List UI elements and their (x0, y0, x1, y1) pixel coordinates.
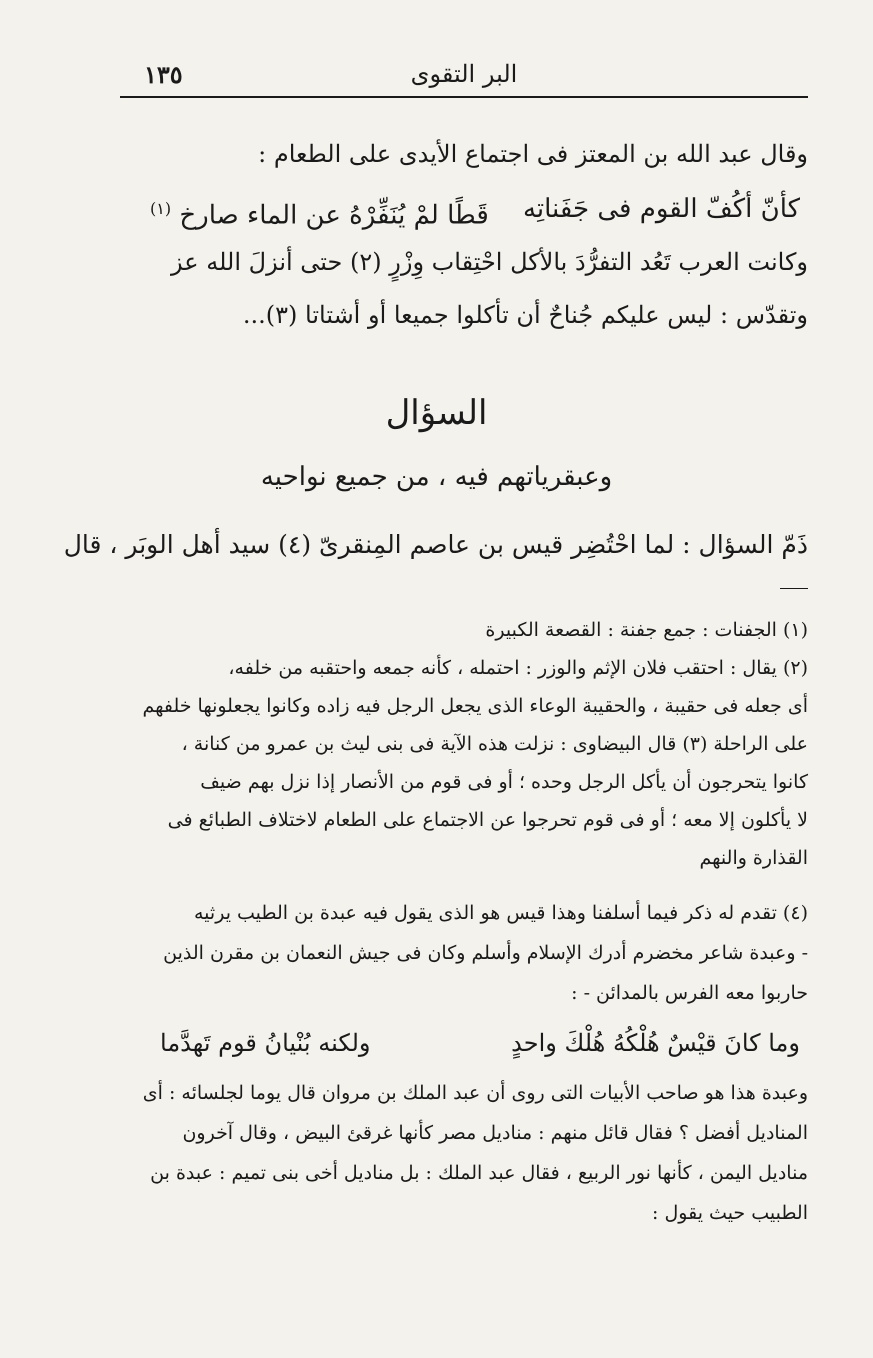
footnote-line: الطبيب حيث يقول : (652, 1202, 808, 1224)
section-title: السؤال (385, 393, 488, 433)
footnote-marker-1: (١) (150, 199, 172, 218)
footnote-line: كانوا يتحرجون أن يأكل الرجل وحده ؛ أو فى قوم من الأنصار إذا نزل بهم ضيف (200, 771, 808, 793)
paragraph-line-2: وتقدّس : ليس عليكم جُناحٌ أن تأكلوا جميعا أو أشتاتا (٣)... (242, 301, 808, 329)
paragraph-line-1: وكانت العرب تَعُد التفرُّدَ بالأكل احْتِقاب وِزْرٍ (٢) حتى أنزلَ الله عز (171, 248, 808, 276)
footnote-line: أى جعله فى حقيبة ، والحقيبة الوعاء الذى يجعل الرجل فيه زاده وكانوا يجعلونها خلفهم (142, 695, 808, 717)
footnote-line: وعبدة هذا هو صاحب الأبيات التى روى أن عبد الملك بن مروان قال يوما لجلسائه : أى (142, 1082, 808, 1104)
verse-hemistich-left (150, 193, 489, 232)
footnote-line: لا يأكلون إلا معه ؛ أو فى قوم تحرجوا عن الاجتماع على الطعام لاختلاف الطبائع فى (167, 809, 808, 831)
footnote-verse-right: وما كانَ قيْسٌ هُلْكُهُ هُلْكَ واحدٍ (511, 1029, 800, 1057)
section-subtitle: وعبقرياتهم فيه ، من جميع نواحيه (260, 462, 613, 492)
verse-hemistich-right: كأنّ أكُفّ القوم فى جَفَناتِه (522, 194, 800, 224)
page-number: ١٣٥ (144, 60, 183, 89)
footnote-divider (780, 588, 808, 589)
verse-hemistich-left-text: قَطًا لمْ يُنَفِّرْهُ عن الماء صارخ (179, 200, 489, 231)
footnote-line: على الراحلة (٣) قال البيضاوى : نزلت هذه الآية فى بنى ليث بن عمرو من كنانة ، (181, 733, 808, 755)
footnote-line: (٢) يقال : احتقب فلان الإثم والوزر : احتمله ، كأنه جمعه واحتقبه من خلفه، (228, 657, 808, 679)
footnote-line: (٤) تقدم له ذكر فيما أسلفنا وهذا قيس هو الذى يقول فيه عبدة بن الطيب يرثيه (194, 902, 808, 924)
footnote-line: (١) الجفنات : جمع جفنة : القصعة الكبيرة (485, 619, 808, 641)
footnote-line: المناديل أفضل ؟ فقال قائل منهم : مناديل مصر كأنها غرقئ البيض ، وقال آخرون (182, 1122, 808, 1144)
footnote-line: القذارة والنهم (699, 847, 808, 869)
verse-line-1 (150, 193, 800, 232)
footnote-line: - وعبدة شاعر مخضرم أدرك الإسلام وأسلم وكان فى جيش النعمان بن مقرن الذين (163, 942, 808, 964)
intro-line: وقال عبد الله بن المعتز فى اجتماع الأيدى على الطعام : (258, 140, 808, 168)
footnote-line: مناديل اليمن ، كأنها نور الربيع ، فقال عبد الملك : بل مناديل أخى بنى تميم : عبدة بن (150, 1162, 808, 1184)
footnote-verse (160, 1028, 800, 1058)
page-header (120, 58, 808, 98)
running-title: البر التقوى (410, 60, 518, 88)
footnote-line: حاربوا معه الفرس بالمدائن - : (571, 982, 808, 1004)
section-first-line: ذَمّ السؤال : لما احْتُضِر قيس بن عاصم المِنقرىّ (٤) سيد أهل الوبَر ، قال (63, 530, 808, 559)
footnote-verse-left: ولكنه بُنْيانُ قوم تَهدَّما (160, 1029, 371, 1057)
